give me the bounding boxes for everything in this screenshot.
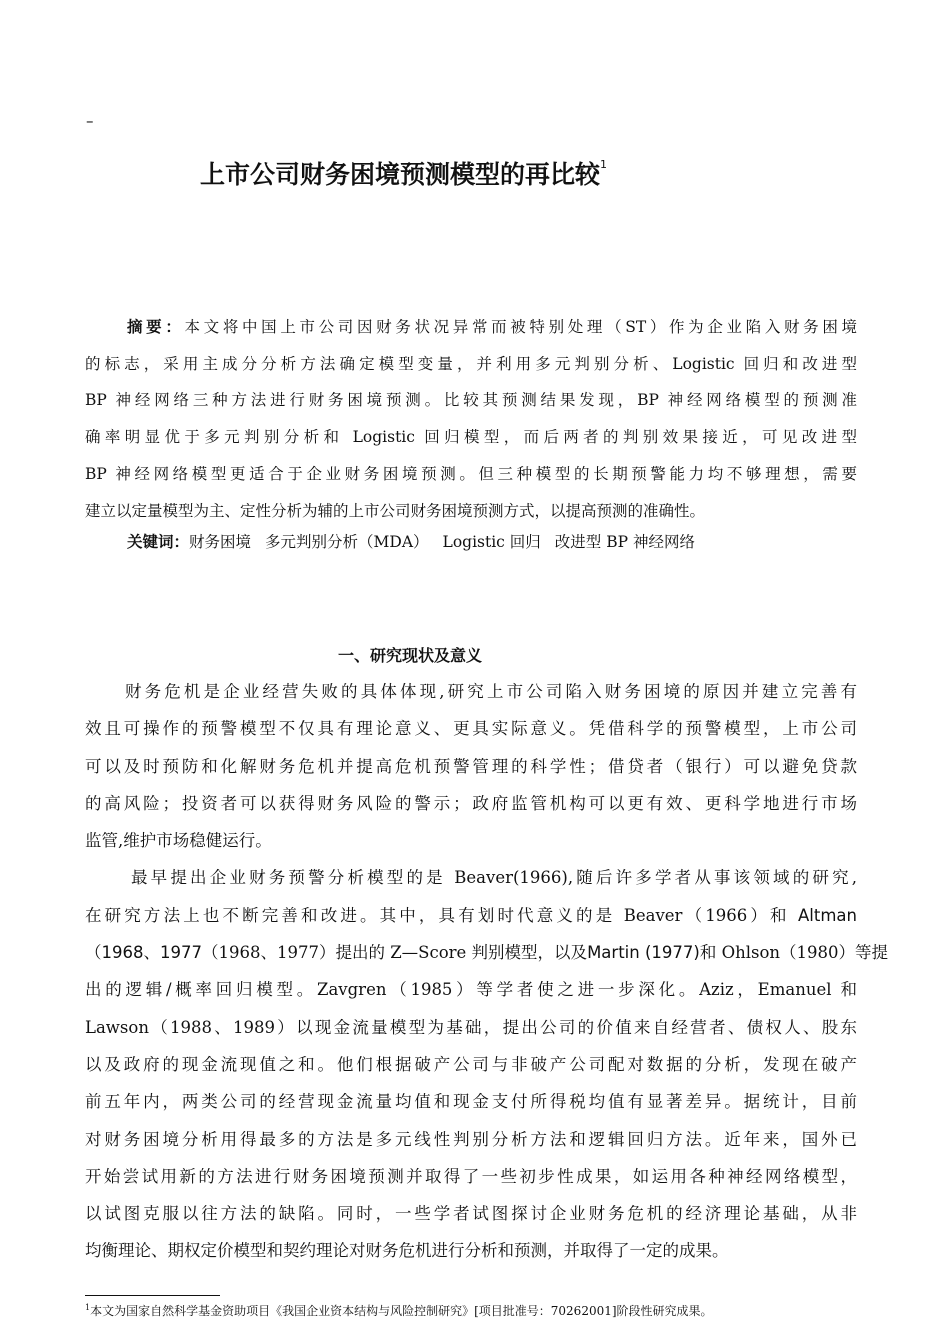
abstract-line: BP 神经网络模型更适合于企业财务困境预测。但三种模型的长期预警能力均不够理想，需要 xyxy=(85,464,857,483)
keyword: 改进型 BP 神经网络 xyxy=(554,533,695,551)
body-line: 均衡理论、期权定价模型和契约理论对财务危机进行分析和预测，并取得了一定的成果。 xyxy=(85,1241,729,1261)
body-line: 以及政府的现金流现值之和。他们根据破产公司与非破产公司配对数据的分析，发现在破产 xyxy=(85,1054,857,1074)
abstract-line: 建立以定量模型为主、定性分析为辅的上市公司财务困境预测方式，以提高预测的准确性。 xyxy=(85,501,706,520)
abstract-label: 摘要： xyxy=(127,318,185,336)
body-line: 以试图克服以往方法的缺陷。同时，一些学者试图探讨企业财务危机的经济理论基础，从非 xyxy=(85,1204,857,1224)
body-line: 出的逻辑/概率回归模型。Zavgren（1985）等学者使之进一步深化。Aziz，Emanuel 和 xyxy=(85,980,857,1000)
altman-years: 1968、1977 xyxy=(101,943,202,963)
section-heading: 一、研究现状及意义 xyxy=(337,646,482,665)
body-line: 效且可操作的预警模型不仅具有理论意义、更具实际意义。凭借科学的预警模型，上市公司 xyxy=(85,719,857,739)
body-line: 监管,维护市场稳健运行。 xyxy=(85,831,272,851)
footnote-divider xyxy=(85,1295,220,1296)
abstract xyxy=(85,309,857,529)
keyword: 多元判别分析（MDA） xyxy=(265,533,429,551)
keywords xyxy=(127,530,709,552)
body-line: （1968、1977（1968、1977）提出的 Z—Score 判别模型，以及Martin (1977)和 Ohlson（1980）等提 xyxy=(85,943,889,963)
footnote xyxy=(85,1302,713,1319)
body-line: 在研究方法上也不断完善和改进。其中，具有划时代意义的是 Beaver（1966）和 Altman xyxy=(85,905,857,925)
title-text: 上市公司财务困境预测模型的再比较 xyxy=(200,160,601,189)
body-line: 前五年内，两类公司的经营现金流量均值和现金支付所得税均值有显著差异。据统计，目前 xyxy=(85,1092,857,1112)
author-altman: Altman xyxy=(798,905,857,925)
body-line: Lawson（1988、1989）以现金流量模型为基础，提出公司的价值来自经营者、债权人、股东 xyxy=(85,1017,857,1037)
abstract-line: BP 神经网络三种方法进行财务困境预测。比较其预测结果发现，BP 神经网络模型的预测准 xyxy=(85,391,857,410)
header-dash: – xyxy=(86,112,94,130)
title-footnote-mark: 1 xyxy=(600,157,608,171)
abstract-line: 摘要：本文将中国上市公司因财务状况异常而被特别处理（ST）作为企业陷入财务困境 xyxy=(127,318,857,336)
body-line: 对财务困境分析用得最多的方法是多元线性判别分析方法和逻辑回归方法。近年来，国外已 xyxy=(85,1129,857,1149)
footnote-text: 本文为国家自然科学基金资助项目《我国企业资本结构与风险控制研究》[项目批准号：70262001]阶段性研究成果。 xyxy=(90,1304,713,1318)
body-line: 开始尝试用新的方法进行财务困境预测并取得了一些初步性成果，如运用各种神经网络模型， xyxy=(85,1166,857,1186)
abstract-line: 的标志，采用主成分分析方法确定模型变量，并利用多元判别分析、Logistic 回归和改进型 xyxy=(85,354,857,373)
body-line: 可以及时预防和化解财务危机并提高危机预警管理的科学性；借贷者（银行）可以避免贷款 xyxy=(85,756,857,776)
keyword: Logistic 回归 xyxy=(442,533,541,551)
body-line: 财务危机是企业经营失败的具体体现,研究上市公司陷入财务困境的原因并建立完善有 xyxy=(125,682,857,701)
body-line: 的高风险；投资者可以获得财务风险的警示；政府监管机构可以更有效、更科学地进行市场 xyxy=(85,793,857,813)
keywords-label: 关键词： xyxy=(127,533,190,551)
paper-title xyxy=(200,155,607,191)
body-line: 最早提出企业财务预警分析模型的是 Beaver(1966),随后许多学者从事该领域的研究, xyxy=(131,868,857,888)
author-martin: Martin (1977) xyxy=(587,943,700,963)
footnote-mark: 1 xyxy=(85,1303,91,1312)
section-body xyxy=(85,673,889,1270)
keyword: 财务困境 xyxy=(189,533,252,551)
abstract-line: 确率明显优于多元判别分析和 Logistic 回归模型，而后两者的判别效果接近，可见改进型 xyxy=(85,428,857,447)
